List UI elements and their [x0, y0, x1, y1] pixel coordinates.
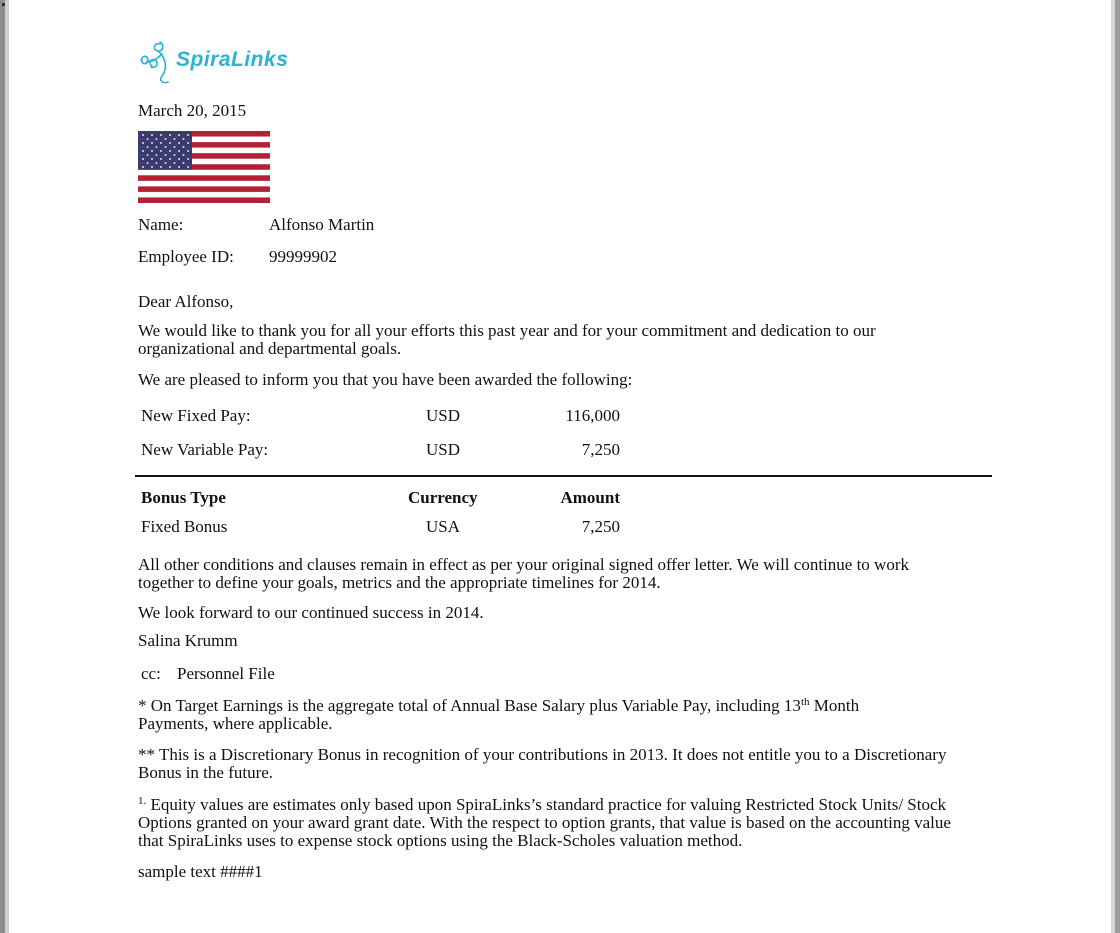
us-flag-icon — [138, 131, 270, 203]
sample-text: sample text ####1 — [138, 862, 263, 881]
bonus-row-type: Fixed Bonus — [141, 517, 228, 536]
page-left-border — [0, 0, 5, 933]
footnote1-line2: Payments, where applicable. — [138, 714, 333, 733]
table-divider — [135, 475, 992, 477]
pay-row-amount: 116,000 — [565, 406, 620, 425]
award-intro: We are pleased to inform you that you have been awarded the following: — [138, 370, 633, 389]
pay-row-currency: USD — [426, 406, 461, 425]
employee-id-value: 99999902 — [269, 247, 337, 266]
pay-row-label: New Fixed Pay: — [141, 406, 251, 425]
bonus-header-currency: Currency — [408, 488, 478, 507]
pay-row-currency: USD — [426, 440, 461, 459]
cc-value: Personnel File — [177, 664, 275, 683]
company-logo — [138, 36, 378, 86]
footnote1-sup: th — [800, 696, 810, 708]
bonus-row-amount: 7,250 — [581, 517, 620, 536]
footnote1-text-a: * On Target Earnings is the aggregate total of Annual Base Salary plus Variable Pay, including 13 — [138, 696, 801, 715]
name-label: Name: — [138, 215, 184, 234]
conditions-paragraph: All other conditions and clauses remain in effect as per your original signed offer letter. We will continue to work together to define your goals, metrics and the appropriate timelines for 2014. — [138, 555, 909, 592]
pay-row-amount: 7,250 — [581, 440, 620, 459]
bonus-header-type: Bonus Type — [141, 488, 226, 507]
footnote3-sup: 1. — [138, 795, 147, 807]
spiral-logo-icon — [138, 36, 178, 86]
footnote3-text: Equity values are estimates only based upon SpiraLinks’s standard practice for valuing Restricted Stock Units/ Stock Options granted on your award grant date. With the respect to option grants, that value is based on the accounting value that SpiraLinks uses to expense stock options using the Black-Scholes valuation method. — [138, 795, 951, 850]
pay-row-label: New Variable Pay: — [141, 440, 269, 459]
bonus-header-amount: Amount — [560, 488, 620, 507]
cc-label: cc: — [141, 664, 161, 683]
bonus-row-currency: USA — [426, 517, 461, 536]
page-right-border — [1115, 0, 1120, 933]
footnote1-text-b: Month — [809, 696, 860, 715]
name-value: Alfonso Martin — [269, 215, 375, 234]
footnote-discretionary-bonus: ** This is a Discretionary Bonus in recognition of your contributions in 2013. It does not entitle you to a Discretionary Bonus in the future. — [138, 745, 947, 782]
logo-wordmark: SpiraLinks — [176, 48, 289, 71]
signature-name: Salina Krumm — [138, 631, 238, 650]
greeting: Dear Alfonso, — [138, 292, 234, 311]
letter-date: March 20, 2015 — [138, 101, 247, 120]
employee-id-label: Employee ID: — [138, 247, 234, 266]
intro-paragraph: We would like to thank you for all your efforts this past year and for your commitment and dedication to our organizational and departmental goals. — [138, 321, 876, 358]
closing-line: We look forward to our continued success in 2014. — [138, 603, 484, 622]
footnote-equity — [138, 796, 968, 850]
footnote-on-target-earnings — [138, 697, 968, 733]
corner-mark — [2, 3, 5, 6]
